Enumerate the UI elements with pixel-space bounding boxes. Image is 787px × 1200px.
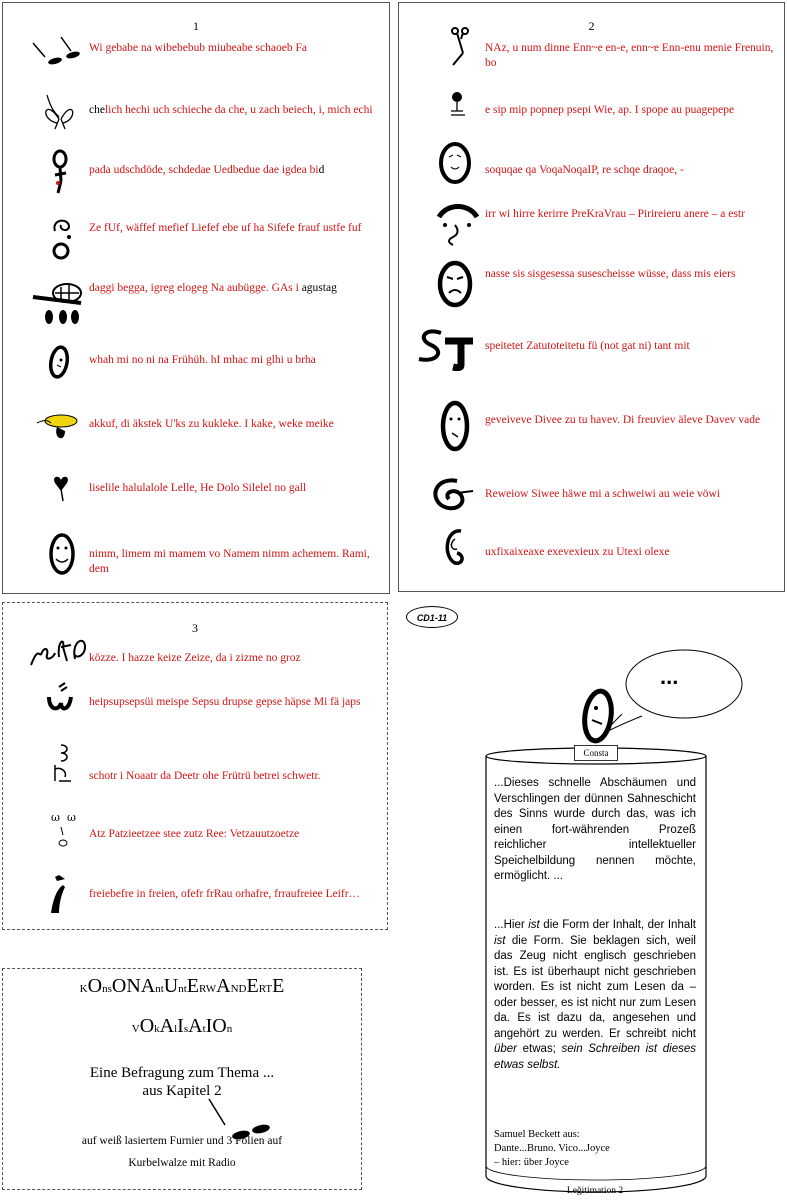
entry-segment: nimm, limem mi mamem vo Namem nimm [89, 548, 293, 560]
entry-segment: d [318, 164, 325, 176]
oval-face-icon [578, 686, 618, 746]
entry-text [485, 339, 690, 354]
entry-segment: freiebefre in freien, ofefr frRau orhafre, frraufreiee [89, 888, 326, 900]
butterfly-icon [37, 89, 81, 133]
entry-text [89, 103, 373, 118]
drum-icon [31, 279, 87, 329]
panel-number: 3 [192, 621, 198, 635]
entry-segment: Leifr… [325, 888, 361, 900]
entry-text [89, 41, 307, 56]
title-letter: IO [205, 1015, 227, 1037]
entry-text [485, 207, 745, 222]
title-letter: I [177, 1015, 184, 1037]
title-letter: nt [155, 983, 164, 995]
title-letter: t [202, 1023, 206, 1035]
entry-segment: liselile halulalole Lelle, He Dolo Silelel no gall [89, 482, 307, 494]
big-brow-face-icon [433, 201, 483, 251]
title-letter: E [272, 975, 285, 997]
entry-segment: meike [305, 418, 334, 430]
entry-segment: estr [728, 208, 745, 220]
quote-paragraph-2: ...Hier ist die Form der Inhalt, der Inhalt ist die Form. Sie beklagen sich, weil das Zeug nicht englisch geschrieben ist. Es ist überhaupt nicht geschrieben worden. Es ist nicht zum Lesen da – oder besser, es ist nicht nur zum Lesen da. Es ist dazu da, angesehen und angehört zu werden. Er schreibt nicht über etwas; sein Schreiben ist dieses etwas selbst. [494, 919, 696, 1071]
title-panel [2, 968, 362, 1190]
entry-segment: che [89, 104, 105, 116]
entry-segment: menie Frenuin, bo [485, 42, 774, 69]
entry-text [89, 887, 360, 902]
entry-text [89, 547, 389, 577]
entry-segment: mich echi [327, 104, 373, 116]
entry-segment: eiers [713, 268, 736, 280]
entry-segment: e sip mip popnep psepi Wie, ap. I spope au [485, 104, 685, 116]
title-letter: O [139, 1015, 155, 1037]
figure-icon [49, 149, 73, 197]
title-letter: A [188, 1015, 203, 1037]
cd-badge: CD1-11 [406, 606, 458, 628]
footer-2: Kurbelwalze mit Radio [128, 1157, 236, 1169]
title-letter: A [140, 975, 156, 997]
tuning-fork-icon [445, 25, 475, 69]
cylinder-label: Consta [574, 745, 618, 761]
stick-figure-icon [447, 89, 471, 119]
citation-line-3: – hier: über Joyce [494, 1157, 569, 1168]
entry-text [485, 41, 784, 71]
spiral-bird-icon [427, 475, 475, 515]
entry-segment: lich hechi uch schieche da che, u zach beiech, i, [104, 104, 328, 116]
entry-segment: ustfe fuf [322, 222, 362, 234]
entry-text [485, 103, 734, 118]
title-letter: ns [102, 983, 112, 995]
entry-segment: speitetet Zatutoteitetu fü (not gat ni) tant mit [485, 340, 690, 352]
entry-segment: Davev vade [705, 414, 761, 426]
title-letter: s [183, 1023, 189, 1035]
entry-segment: akkuf, di äkstek U'ks zu kukleke. I kake, weke [89, 418, 306, 430]
heart-pin-icon [47, 473, 77, 503]
title-letter: nt [178, 983, 187, 995]
title-line-1 [3, 975, 361, 998]
title-letter: ND [230, 983, 247, 995]
yellow-bird-icon [35, 409, 85, 445]
panel-3 [2, 602, 388, 930]
title-letter: A [216, 975, 231, 997]
scribble-face-icon [437, 141, 473, 185]
bubble-text: ... [660, 664, 679, 689]
omega-face-icon [49, 809, 79, 851]
subtitle-2: aus Kapitel 2 [142, 1083, 222, 1099]
title-letter: l [174, 1023, 178, 1035]
entry-segment: whah mi no ni na Frühüh. hI mhac mi glhi u brha [89, 354, 316, 366]
panel-number: 2 [588, 19, 595, 33]
title-letter: O [87, 975, 103, 997]
svg-text:ω: ω [51, 811, 60, 824]
entry-segment: schotr i Noaatr da Deetr ohe Frütrü betrei schwetr. [89, 770, 321, 782]
entry-segment: közze. I hazze keize Zeize, da i zizme no groz [89, 652, 301, 664]
entry-segment: As i [279, 282, 302, 294]
sad-oval-face-icon [439, 399, 471, 453]
entry-text [89, 417, 334, 432]
citation-line-1: Samuel Beckett aus: [494, 1129, 580, 1140]
entry-segment: Atz Patzieetzee stee zutz Ree: Vetzauutzoetze [89, 828, 300, 840]
title-letter: RW [199, 983, 217, 995]
entry-text [89, 281, 337, 296]
subtitle-1: Eine Befragung zum Thema ... [89, 1065, 275, 1081]
swirl-face-icon [47, 215, 77, 261]
sj-letters-icon [415, 325, 479, 371]
quote-paragraph-1: ...Dieses schnelle Abschäumen und Verschlingen der dünnen Sahneschicht des Sinns wurde durch das, was ich einen fort-währenden Prozeß reichlicher intellektueller Speichelbildung nennen möchte, ermöglicht. ... [494, 777, 696, 882]
panel-1 [2, 2, 390, 594]
entry-text [89, 695, 361, 710]
entry-text [89, 769, 321, 784]
citation-line-2: Dante...Bruno. Vico...Joyce [494, 1143, 610, 1154]
entry-segment: NAz, u num dinne Enn~e en-e, enn~e Enn-enu [485, 42, 704, 54]
footer-1: auf weiß lasiertem Furnier und 3 Folien auf [81, 1135, 283, 1147]
u-accent-icon [45, 681, 81, 715]
entry-segment: heipsupsepsüi meispe Sepsu drupse gepse häpse Mi [89, 696, 331, 708]
exclamation-icon [43, 865, 73, 917]
cylinder-caption: Leğitimation 2 [566, 1186, 624, 1196]
entry-segment: Reweiow Siwee häwe mi a schweiwi au weie vöwi [485, 488, 721, 500]
entry-text [89, 163, 324, 178]
entry-segment: soquqae qa VoqaNoqaIP, re schqe draqoe, - [485, 164, 684, 176]
entry-text [89, 353, 316, 368]
title-letter: E [246, 975, 259, 997]
entry-text [89, 827, 299, 842]
title-letter: A [159, 1015, 175, 1037]
entry-segment: irr wi hirre kerirre PreKraVrau – Pirireieru anere – a [485, 208, 729, 220]
entry-text [485, 267, 735, 282]
title-line-2 [3, 1015, 361, 1038]
entry-segment: uxfixaixeaxe exevexieux zu Utexi olexe [485, 546, 670, 558]
ornament-icon [47, 741, 77, 787]
entry-text [89, 651, 301, 666]
entry-segment: Ze fUf, wäffef mefief Liefef ebe uf ha Sifefe frauf [89, 222, 323, 234]
entry-text [485, 545, 670, 560]
title-letter: K [79, 983, 88, 995]
entry-segment: achemem. Rami, dem [89, 548, 370, 575]
title-letter: U [163, 975, 179, 997]
smiley-icon [47, 531, 77, 577]
title-letter: V [131, 1023, 140, 1035]
entry-segment: Wi gebabe na wibebebub miubeabe schaoeb Fa [89, 42, 307, 54]
title-letter: n [226, 1023, 233, 1035]
entry-segment: puagepepe [684, 104, 735, 116]
script-letters-icon [27, 625, 93, 671]
title-letter: O [111, 975, 127, 997]
svg-text:ω: ω [67, 811, 76, 824]
entry-segment: pada udschdöde, schdedae Uedbedue dae igdea bi [89, 164, 319, 176]
entry-segment: fä japs [330, 696, 361, 708]
oval-face-icon [47, 343, 71, 381]
g-swirl-icon [441, 527, 471, 567]
title-letter: RT [258, 983, 273, 995]
citation [494, 1128, 694, 1170]
entry-segment: geveiveve Divee zu tu havev. Di freuviev äleve [485, 414, 706, 426]
title-letter: E [186, 975, 200, 997]
entry-segment: agustag [301, 282, 337, 294]
title-letter: N [126, 975, 141, 997]
entry-text [89, 481, 306, 496]
title-letter: k [154, 1023, 160, 1035]
entry-text [485, 487, 720, 502]
panel-number: 1 [193, 19, 199, 33]
panel-2 [398, 2, 785, 592]
entry-segment: daggi begga, igreg elogeg Na aubügge. G [89, 282, 280, 294]
entry-text [485, 163, 684, 178]
two-notes-icon [27, 29, 87, 69]
entry-text [485, 413, 760, 428]
entry-text [89, 221, 361, 236]
entry-segment: nasse sis sisgesessa susescheisse wüsse, dass mis [485, 268, 714, 280]
frowning-face-icon [435, 259, 475, 309]
